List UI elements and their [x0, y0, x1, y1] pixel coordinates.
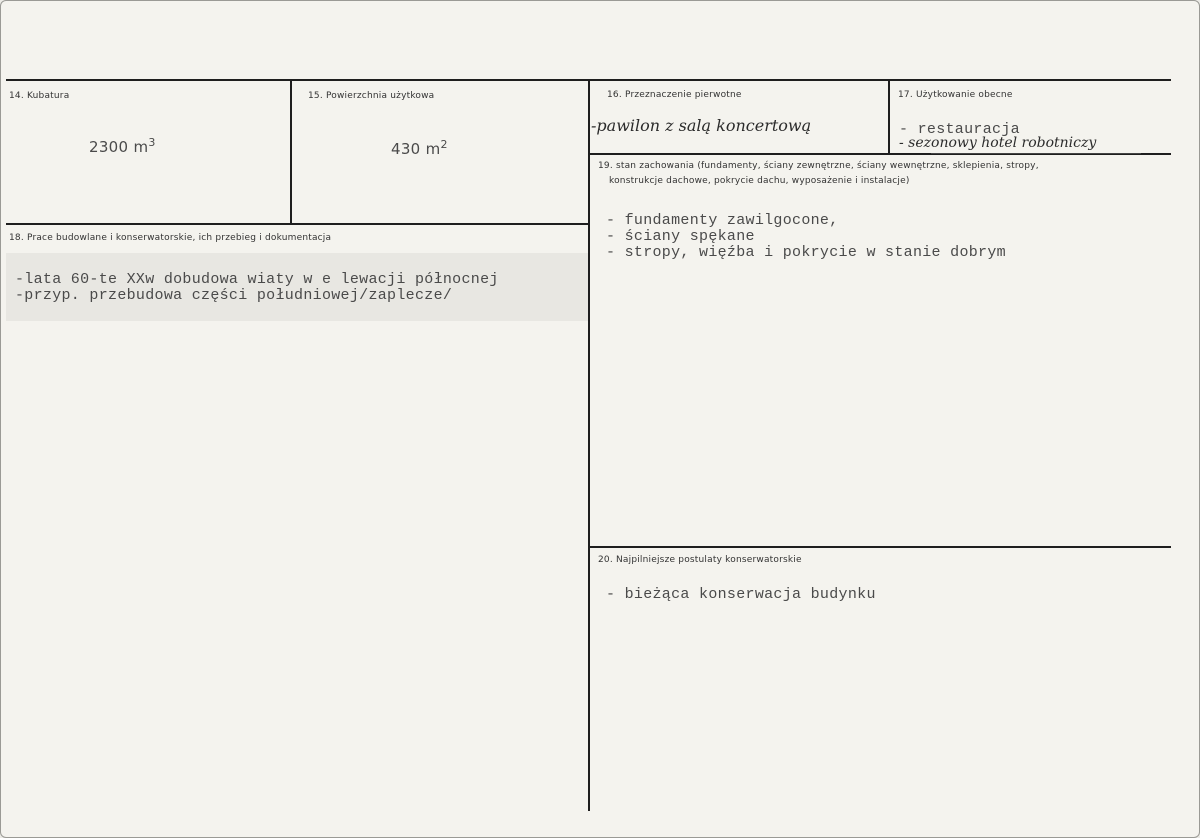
postulaty-line-1: - bieżąca konserwacja budynku	[606, 586, 876, 603]
handwritten-underline	[931, 153, 1141, 154]
main-vertical-divider	[588, 81, 590, 811]
divider-14-15	[290, 81, 292, 223]
uzytkowanie-label: 17. Użytkowanie obecne	[898, 90, 1013, 100]
kubatura-label: 14. Kubatura	[9, 91, 70, 101]
prace-line-1: -lata 60-te XXw dobudowa wiaty w e lewacji północnej	[15, 271, 499, 288]
kubatura-number: 2300 m	[89, 138, 149, 156]
powierzchnia-label: 15. Powierzchnia użytkowa	[308, 91, 435, 101]
przeznaczenie-label: 16. Przeznaczenie pierwotne	[607, 90, 742, 100]
rule-above-20	[590, 546, 1171, 548]
stan-zachowania-label-1: 19. stan zachowania (fundamenty, ściany zewnętrzne, ściany wewnętrzne, sklepienia, stropy,	[598, 161, 1039, 171]
divider-16-17	[888, 81, 890, 153]
stan-zachowania-line-1: - fundamenty zawilgocone,	[606, 212, 839, 229]
stan-zachowania-line-2: - ściany spękane	[606, 228, 755, 245]
kubatura-unit-exponent: 3	[148, 136, 156, 149]
prace-line-2: -przyp. przebudowa części południowej/zaplecze/	[15, 287, 453, 304]
stan-zachowania-label-2: konstrukcje dachowe, pokrycie dachu, wyposażenie i instalacje)	[609, 176, 910, 186]
uzytkowanie-line-1: - restauracja	[899, 121, 1020, 138]
powierzchnia-unit-exponent: 2	[440, 138, 448, 151]
kubatura-value	[89, 133, 156, 157]
prace-label: 18. Prace budowlane i konserwatorskie, ich przebieg i dokumentacja	[9, 233, 332, 243]
postulaty-label: 20. Najpilniejsze postulaty konserwatorskie	[598, 555, 802, 565]
stan-zachowania-line-3: - stropy, więźba i pokrycie w stanie dobrym	[606, 244, 1006, 261]
przeznaczenie-value: -pawilon z salą koncertową	[591, 116, 812, 135]
rule-under-14-15	[6, 223, 590, 225]
powierzchnia-number: 430 m	[391, 140, 441, 158]
uzytkowanie-line-2: - sezonowy hotel robotniczy	[899, 135, 1097, 151]
powierzchnia-value	[391, 135, 448, 159]
